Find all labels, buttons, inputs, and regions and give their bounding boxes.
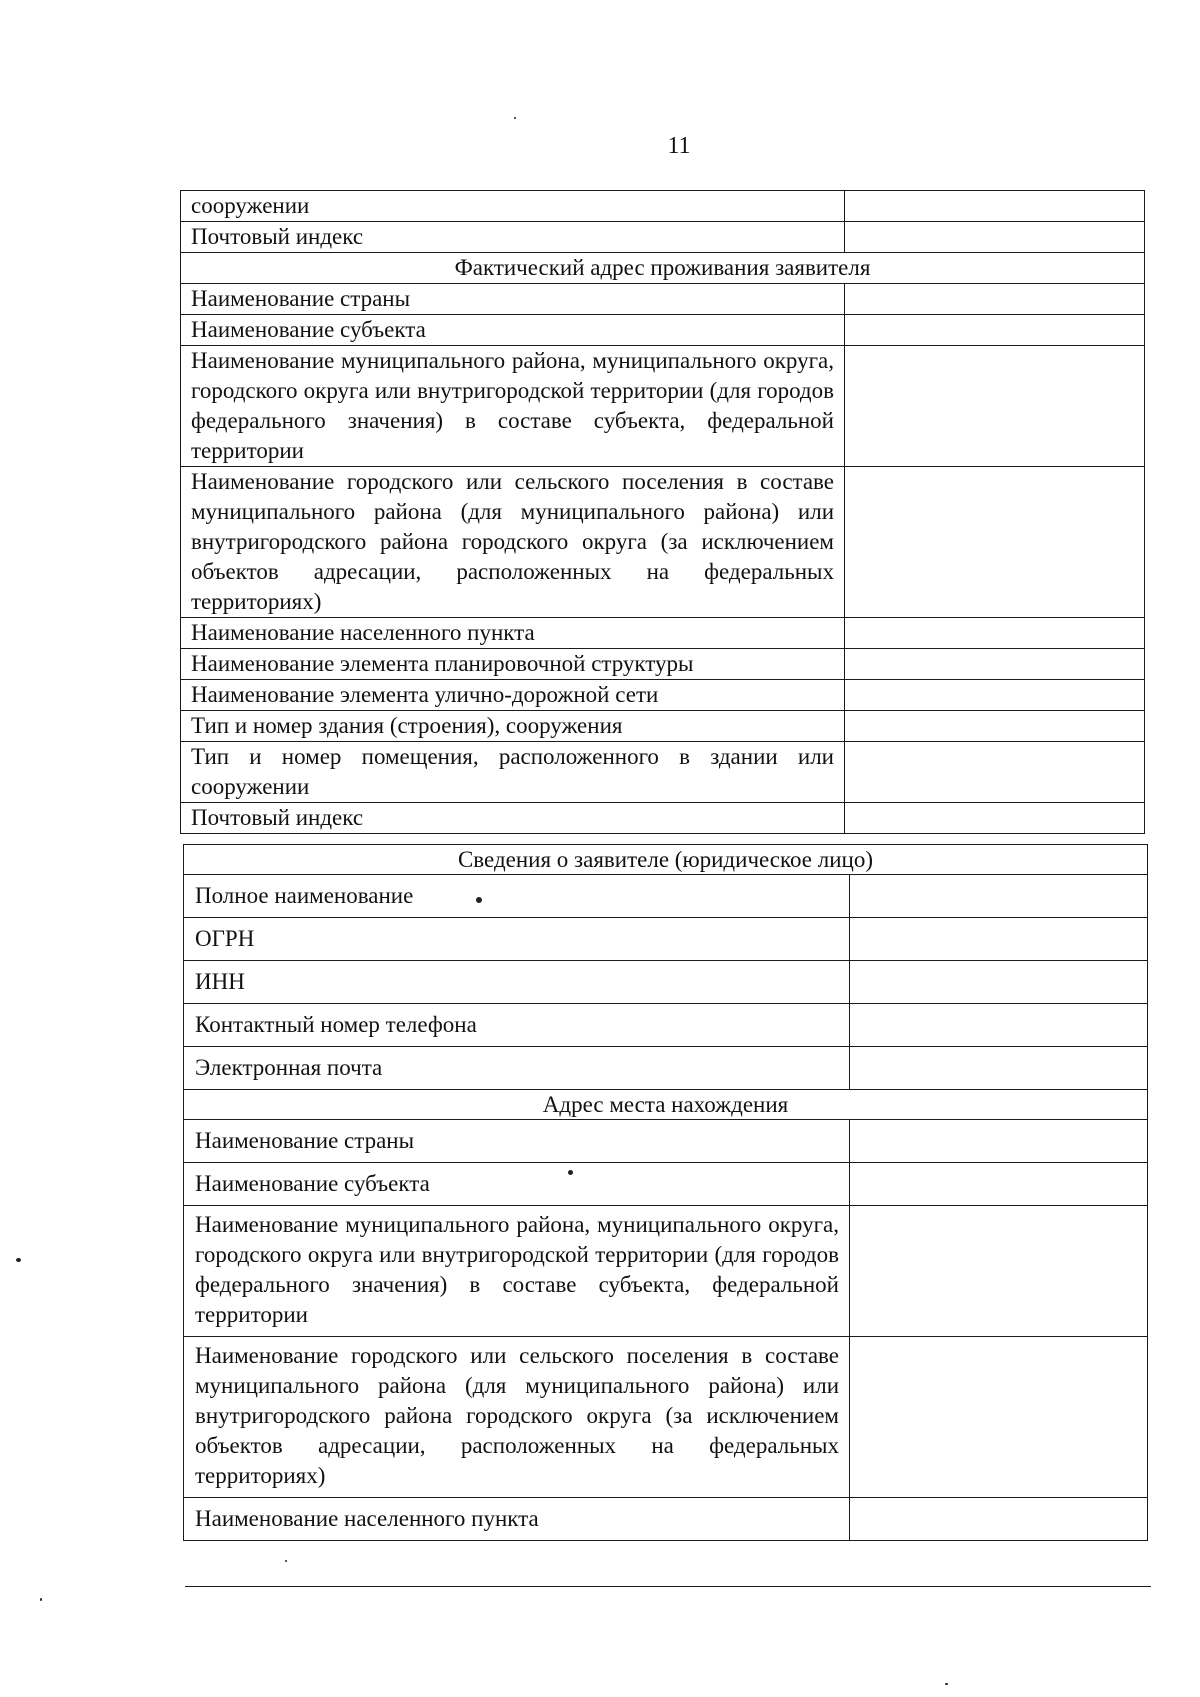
field-value-cell[interactable] <box>850 875 1148 918</box>
table-row <box>181 680 1145 711</box>
page-number: 11 <box>667 133 691 159</box>
field-label: Контактный номер телефона <box>184 1004 850 1047</box>
field-value-cell[interactable] <box>850 1004 1148 1047</box>
field-label: Полное наименование <box>184 875 850 918</box>
field-label: Наименование субъекта <box>184 1163 850 1206</box>
footer-rule <box>185 1586 1151 1587</box>
scan-speck <box>40 1598 42 1601</box>
table-row <box>184 1120 1148 1163</box>
scan-speck <box>16 1258 21 1262</box>
table-row <box>181 284 1145 315</box>
field-value-cell[interactable] <box>845 467 1145 618</box>
section-heading: Фактический адрес проживания заявителя <box>181 253 1145 284</box>
field-value-cell[interactable] <box>845 618 1145 649</box>
field-label: Наименование элемента улично-дорожной сети <box>181 680 845 711</box>
field-label: Тип и номер здания (строения), сооружения <box>181 711 845 742</box>
table-row <box>184 1206 1148 1337</box>
field-label: Наименование городского или сельского поселения в составе муниципального района (для муниципального района) или внутригородского района городского округа (за исключением объектов адресации, расположенных на федеральных территориях) <box>184 1337 850 1498</box>
field-value-cell[interactable] <box>850 1047 1148 1090</box>
field-label: Наименование муниципального района, муниципального округа, городского округа или внутригородской территории (для городов федерального значения) в составе субъекта, федеральной территории <box>184 1206 850 1337</box>
field-value-cell[interactable] <box>845 680 1145 711</box>
table-row <box>181 649 1145 680</box>
table-row <box>184 1090 1148 1120</box>
table-row <box>184 1004 1148 1047</box>
scan-speck <box>514 117 516 119</box>
field-value-cell[interactable] <box>845 742 1145 803</box>
field-label: Наименование страны <box>184 1120 850 1163</box>
table-row <box>184 1163 1148 1206</box>
field-label: Наименование муниципального района, муниципального округа, городского округа или внутригородской территории (для городов федерального значения) в составе субъекта, федеральной территории <box>181 346 845 467</box>
field-value-cell[interactable] <box>845 649 1145 680</box>
table-row <box>184 918 1148 961</box>
field-value-cell[interactable] <box>850 1163 1148 1206</box>
field-value-cell[interactable] <box>845 284 1145 315</box>
table-row <box>181 191 1145 222</box>
table-row <box>184 961 1148 1004</box>
field-value-cell[interactable] <box>850 1120 1148 1163</box>
field-value-cell[interactable] <box>850 918 1148 961</box>
field-label: Почтовый индекс <box>181 803 845 834</box>
field-label: ОГРН <box>184 918 850 961</box>
field-value-cell[interactable] <box>850 961 1148 1004</box>
table-row <box>184 845 1148 875</box>
field-label: Наименование населенного пункта <box>181 618 845 649</box>
scan-speck <box>945 1683 948 1685</box>
field-value-cell[interactable] <box>850 1337 1148 1498</box>
field-label: Наименование городского или сельского поселения в составе муниципального района (для муниципального района) или внутригородского района городского округа (за исключением объектов адресации, расположенных на федеральных территориях) <box>181 467 845 618</box>
scan-speck <box>285 1560 287 1562</box>
table-row <box>181 742 1145 803</box>
legal-entity-table <box>183 844 1148 1541</box>
field-value-cell[interactable] <box>845 191 1145 222</box>
table-row <box>181 467 1145 618</box>
field-label: сооружении <box>181 191 845 222</box>
table-row <box>181 803 1145 834</box>
scan-speck <box>476 897 482 903</box>
table-row <box>181 711 1145 742</box>
field-value-cell[interactable] <box>845 315 1145 346</box>
field-value-cell[interactable] <box>845 803 1145 834</box>
table-row <box>184 1047 1148 1090</box>
field-label: Наименование элемента планировочной структуры <box>181 649 845 680</box>
field-label: Тип и номер помещения, расположенного в здании или сооружении <box>181 742 845 803</box>
table-row <box>181 253 1145 284</box>
table-row <box>184 1337 1148 1498</box>
field-label: Почтовый индекс <box>181 222 845 253</box>
table-row <box>181 222 1145 253</box>
field-value-cell[interactable] <box>850 1498 1148 1541</box>
scan-speck <box>568 1170 573 1175</box>
field-label: Электронная почта <box>184 1047 850 1090</box>
field-label: Наименование населенного пункта <box>184 1498 850 1541</box>
section-heading: Сведения о заявителе (юридическое лицо) <box>184 845 1148 875</box>
table-row <box>181 346 1145 467</box>
table-row <box>181 618 1145 649</box>
field-label: Наименование субъекта <box>181 315 845 346</box>
section-heading: Адрес места нахождения <box>184 1090 1148 1120</box>
field-label: Наименование страны <box>181 284 845 315</box>
table-row <box>181 315 1145 346</box>
field-label: ИНН <box>184 961 850 1004</box>
field-value-cell[interactable] <box>845 711 1145 742</box>
field-value-cell[interactable] <box>845 346 1145 467</box>
table-row <box>184 1498 1148 1541</box>
residence-address-table <box>180 190 1145 834</box>
field-value-cell[interactable] <box>850 1206 1148 1337</box>
field-value-cell[interactable] <box>845 222 1145 253</box>
table-row <box>184 875 1148 918</box>
